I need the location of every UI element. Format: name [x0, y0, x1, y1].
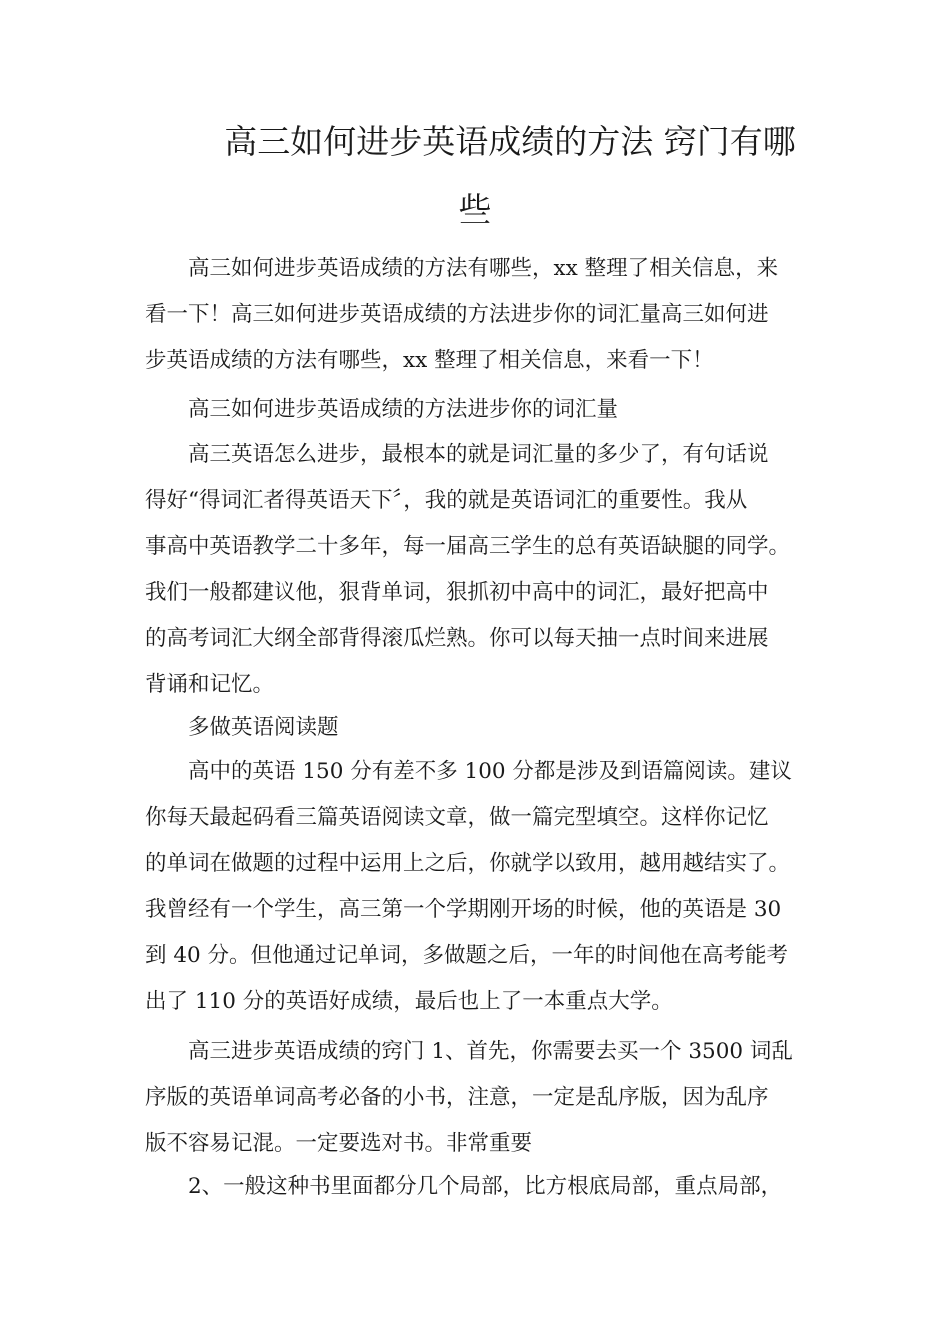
text-line: 的单词在做题的过程中运用上之后，你就学以致用，越用越结实了。 — [145, 851, 791, 876]
text-line: 版不容易记混。一定要选对书。非常重要 — [145, 1131, 533, 1156]
paragraph-intro — [145, 246, 815, 384]
text-line: 多做英语阅读题 — [188, 715, 339, 740]
text-line: 高三如何进步英语成绩的方法有哪些，xx 整理了相关信息，来 — [188, 256, 779, 281]
text-line: 到 40 分。但他通过记单词，多做题之后，一年的时间他在高考能考 — [145, 943, 789, 968]
text-line: 出了 110 分的英语好成绩，最后也上了一本重点大学。 — [145, 989, 673, 1014]
text-line: 背诵和记忆。 — [145, 672, 275, 697]
text-line: 事高中英语教学二十多年，每一届高三学生的总有英语缺腿的同学。 — [145, 534, 791, 559]
text-line: 步英语成绩的方法有哪些，xx 整理了相关信息，来看一下！ — [145, 348, 714, 373]
text-line: 高三如何进步英语成绩的方法进步你的词汇量 — [188, 397, 619, 422]
text-line: 序版的英语单词高考必备的小书，注意，一定是乱序版，因为乱序 — [145, 1085, 769, 1110]
paragraph-tips-1 — [145, 1029, 815, 1167]
paragraph-tips-2 — [145, 1164, 815, 1210]
text-line: 高三英语怎么进步，最根本的就是词汇量的多少了，有句话说 — [188, 442, 769, 467]
text-line: 高三进步英语成绩的窍门 1、首先，你需要去买一个 3500 词乱 — [188, 1039, 793, 1064]
text-line: 我曾经有一个学生，高三第一个学期刚开场的时候，他的英语是 30 — [145, 897, 782, 922]
text-line: 2、一般这种书里面都分几个局部，比方根底局部，重点局部， — [188, 1174, 783, 1199]
text-line: 看一下！高三如何进步英语成绩的方法进步你的词汇量高三如何进 — [145, 302, 769, 327]
section-heading-vocabulary — [145, 387, 815, 433]
section-heading-reading — [145, 705, 815, 751]
document-title: 高三如何进步英语成绩的方法 窍门有哪 — [224, 122, 796, 161]
paragraph-reading — [145, 749, 815, 1025]
text-line: 我们一般都建议他，狠背单词，狠抓初中高中的词汇，最好把高中 — [145, 580, 769, 605]
text-line: 得好“得词汇者得英语天下〞，我的就是英语词汇的重要性。我从 — [145, 488, 748, 513]
text-line: 你每天最起码看三篇英语阅读文章，做一篇完型填空。这样你记忆 — [145, 805, 769, 830]
document-title-continued: 些 — [458, 190, 492, 229]
text-line: 高中的英语 150 分有差不多 100 分都是涉及到语篇阅读。建议 — [188, 759, 792, 784]
text-line: 的高考词汇大纲全部背得滚瓜烂熟。你可以每天抽一点时间来进展 — [145, 626, 769, 651]
paragraph-vocabulary — [145, 432, 815, 708]
